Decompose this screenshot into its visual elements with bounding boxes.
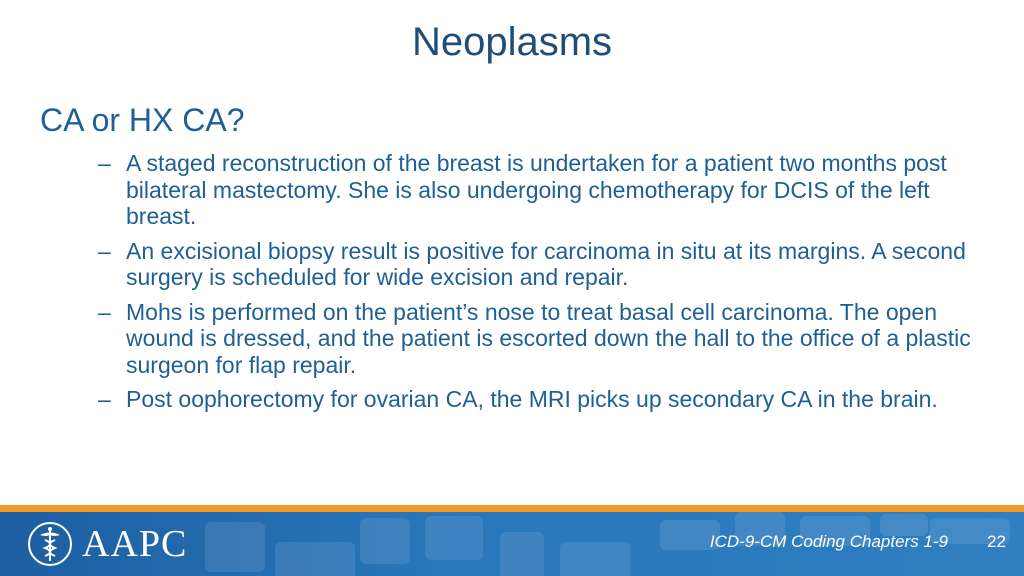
page-number: 22 (987, 532, 1006, 551)
bullet-item (96, 238, 996, 291)
bullet-item (96, 386, 996, 413)
footer-bar (0, 512, 1024, 576)
bullet-text: Post oophorectomy for ovarian CA, the MRI picks up secondary CA in the brain. (126, 386, 938, 412)
decorative-tile (500, 532, 544, 576)
bullet-text: An excisional biopsy result is positive for carcinoma in situ at its margins. A second surgery is scheduled for wide excision and repair. (126, 237, 966, 290)
logo-text: AAPC (82, 523, 188, 565)
bullet-marker: – (98, 237, 111, 264)
decorative-tile (360, 518, 410, 564)
decorative-tile (205, 522, 265, 572)
decorative-tile (425, 516, 483, 560)
bullet-marker: – (98, 150, 111, 176)
decorative-tile (275, 542, 355, 576)
accent-bar (0, 505, 1024, 512)
slide-title: Neoplasms (411, 20, 613, 64)
aapc-logo (26, 520, 187, 568)
bullet-marker: – (98, 298, 111, 325)
slide-heading: CA or HX CA? (40, 102, 245, 138)
footer-title: ICD-9-CM Coding Chapters 1-9 (709, 532, 948, 551)
bullet-text: A staged reconstruction of the breast is undertaken for a patient two months post bilateral mastectomy. She is also undergoing chemotherapy for DCIS of the left breast. (126, 150, 947, 229)
bullet-marker: – (98, 386, 111, 412)
decorative-tile (560, 542, 630, 576)
caduceus-icon (26, 520, 74, 568)
bullet-item (96, 150, 996, 230)
bullet-text: Mohs is performed on the patient’s nose to treat basal cell carcinoma. The open wound is dressed, and the patient is escorted down the hall to the office of a plastic surgeon for flap repair. (126, 298, 971, 378)
bullet-list (96, 150, 996, 421)
bullet-item (96, 299, 996, 379)
